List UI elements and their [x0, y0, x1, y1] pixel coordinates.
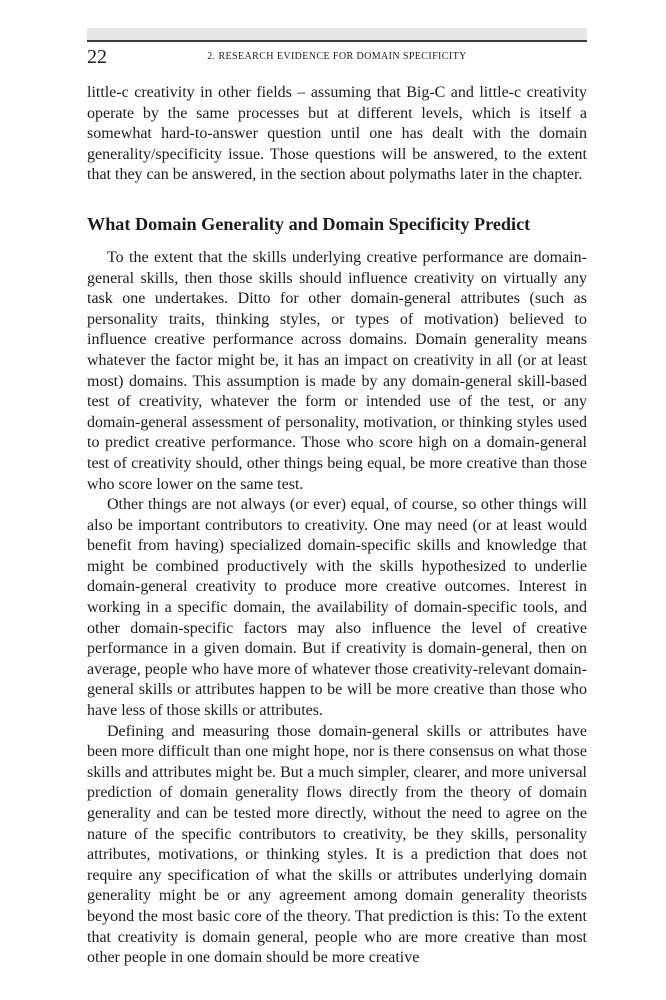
running-head: 2. RESEARCH EVIDENCE FOR DOMAIN SPECIFICITY: [207, 51, 467, 62]
page-body: [87, 83, 587, 969]
header-rule: [87, 40, 587, 42]
body-paragraph-1: To the extent that the skills underlying creative performance are domain-general skills, then those skills should influence creativity on virtually any task one undertakes. Ditto for other domain-general attributes (such as personality traits, thinking styles, or types of motivation) believed to influence creative performance across domains. Domain generality means whatever the factor might be, it has an impact on creativity in all (or at least most) domains. This assumption is made by any domain-general skill-based test of creativity, whatever the form or intended use of the test, or any domain-general assessment of personality, motivation, or thinking styles used to predict creative performance. Those who score high on a domain-general test of creativity should, other things being equal, be more creative than those who score lower on the same test.: [87, 248, 587, 493]
body-paragraph-2: Other things are not always (or ever) equal, of course, so other things will also be important contributors to creativity. One may need (or at least would benefit from having) specialized domain-specific skills and knowledge that might be combined productively with the skills hypothesized to underlie domain-general creativity to produce more creative outcomes. Interest in working in a specific domain, the availability of domain-specific tools, and other domain-specific factors may also influence the level of creative performance in a given domain. But if creativity is domain-general, then on average, people who have more of whatever those creativity-relevant domain-general skills or attributes happen to be will be more creative than those who have less of those skills or attributes.: [87, 496, 587, 720]
opening-paragraph: little-c creativity in other fields – assuming that Big-C and little-c creativity operate by the same processes but at different levels, which is itself a somewhat hard-to-answer question until one has dealt with the domain generality/specificity issue. Those questions will be answered, to the extent that they can be answered, in the section about polymaths later in the chapter.: [87, 84, 587, 184]
section-heading: What Domain Generality and Domain Specificity Predict: [87, 213, 531, 234]
body-paragraph-3: Defining and measuring those domain-general skills or attributes have been more difficult than one might hope, nor is there consensus on what those skills and attributes might be. But a much simpler, clearer, and more universal prediction of domain generality flows directly from the theory of domain generality and can be tested more directly, without the need to agree on the nature of the specific contributors to creativity, be they skills, personality attributes, motivations, or thinking styles. It is a prediction that does not require any specification of what the skills or attributes underlying domain generality might be or any agreement among domain generality theorists beyond the most basic core of the theory. That prediction is this: To the extent that creativity is domain general, people who are more creative than most other people in one domain should be more creative: [87, 722, 587, 967]
page-number: 22: [87, 46, 107, 68]
header-shading: [87, 28, 587, 40]
